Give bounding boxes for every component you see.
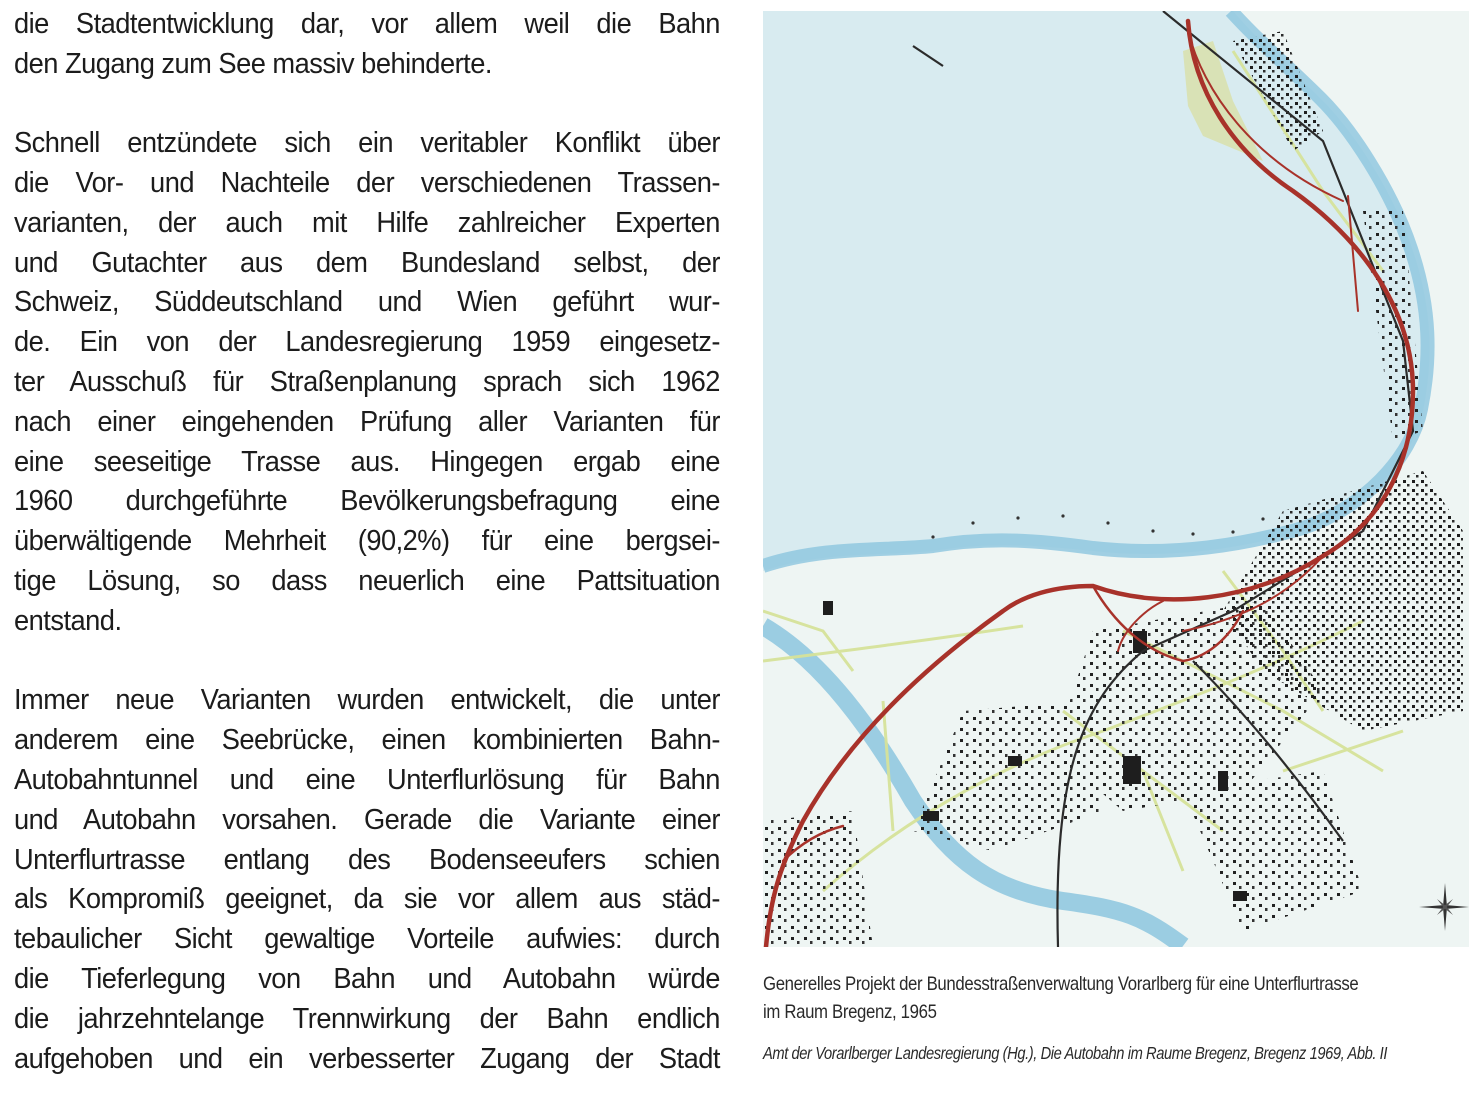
text-line: 1960 durchgeführte Bevölkerungsbefragung eine xyxy=(14,485,720,518)
paragraph-3 xyxy=(14,681,720,1079)
caption-line: im Raum Bregenz, 1965 xyxy=(763,1001,937,1023)
text-line: varianten, der auch mit Hilfe zahlreicher Experten xyxy=(14,206,720,239)
text-line: die Stadtentwicklung dar, vor allem weil die Bahn xyxy=(14,8,720,40)
text-line: als Kompromiß geeignet, da sie vor allem aus städ- xyxy=(14,883,720,916)
text-line: tige Lösung, so dass neuerlich eine Pattsituation xyxy=(14,565,720,598)
text-line: Immer neue Varianten wurden entwickelt, die unter xyxy=(14,684,720,717)
text-line: die Tieferlegung von Bahn und Autobahn würde xyxy=(14,962,720,995)
text-line: Unterflurtrasse entlang des Bodenseeufers schien xyxy=(14,843,720,876)
text-line: entstand. xyxy=(14,604,122,637)
text-line: nach einer eingehenden Prüfung aller Varianten für xyxy=(14,405,720,438)
figure-caption xyxy=(763,970,1477,1026)
text-line: und Autobahn vorsahen. Gerade die Variante einer xyxy=(14,803,720,836)
text-line: ter Ausschuß für Straßenplanung sprach sich 1962 xyxy=(14,366,720,399)
figure-source: Amt der Vorarlberger Landesregierung (Hg.), Die Autobahn im Raume Bregenz, Bregenz 1969, Abb. II xyxy=(763,1043,1387,1063)
text-line: und Gutachter aus dem Bundesland selbst, der xyxy=(14,246,720,279)
text-line: Schweiz, Süddeutschland und Wien geführt wur- xyxy=(14,286,720,319)
text-line: aufgehoben und ein verbesserter Zugang der Stadt xyxy=(14,1042,720,1075)
text-line: eine seeseitige Trasse aus. Hingegen ergab eine xyxy=(14,445,720,478)
body-text-column xyxy=(14,5,720,1119)
text-line: anderem eine Seebrücke, einen kombinierten Bahn- xyxy=(14,724,720,757)
text-line: überwältigende Mehrheit (90,2%) für eine bergsei- xyxy=(14,525,720,558)
text-line: Autobahntunnel und eine Unterflurlösung für Bahn xyxy=(14,763,720,796)
text-line: den Zugang zum See massiv behinderte. xyxy=(14,47,492,80)
text-line: tebaulicher Sicht gewaltige Vorteile aufwies: durch xyxy=(14,923,720,956)
text-line: die jahrzehntelange Trennwirkung der Bahn endlich xyxy=(14,1002,720,1035)
text-line: die Vor- und Nachteile der verschiedenen Trassen- xyxy=(14,167,720,200)
text-line: Schnell entzündete sich ein veritabler Konflikt über xyxy=(14,127,720,160)
paragraph-1 xyxy=(14,5,720,85)
text-line: de. Ein von der Landesregierung 1959 eingesetz- xyxy=(14,326,720,359)
bregenz-map xyxy=(763,11,1469,947)
caption-line: Generelles Projekt der Bundesstraßenverwaltung Vorarlberg für eine Unterflurtrasse xyxy=(763,973,1359,995)
map-figure xyxy=(763,11,1469,947)
paragraph-2 xyxy=(14,124,720,641)
